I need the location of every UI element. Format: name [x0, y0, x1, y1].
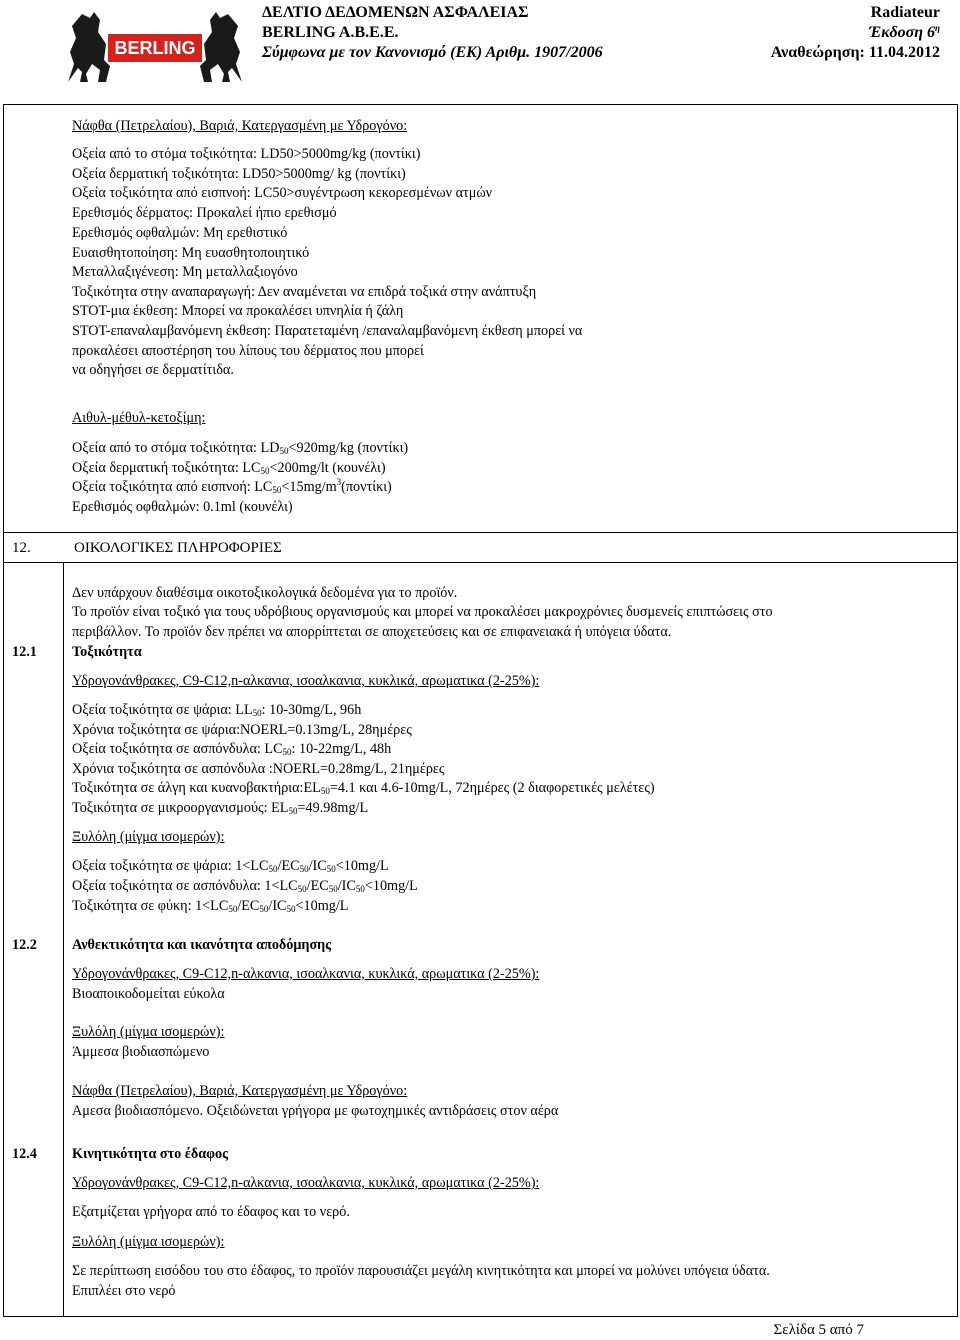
- subsection-number: 12.4: [12, 1146, 37, 1162]
- toxicity-line: Χρόνια τοξικότητα σε ασπόνδυλα :NOERL=0.28mg/L, 21ημέρες: [72, 761, 445, 777]
- intro-text: Δεν υπάρχουν διαθέσιμα οικοτοξικολογικά δεδομένα για το προϊόν.: [72, 585, 458, 601]
- mek-heading: Αιθυλ-μέθυλ-κετοξίμη:: [72, 410, 206, 426]
- toxicity-line: Χρόνια τοξικότητα σε ψάρια:NOERL=0.13mg/L, 28ημέρες: [72, 722, 412, 738]
- xylene-line: Οξεία τοξικότητα σε ασπόνδυλα: $1<LC_{50}/EC_{50}/IC_{50}<10mg/L$: [72, 878, 418, 894]
- hydrocarbon-heading: Υδρογονάνθρακες, C9-C12,n-αλκανια, ισοαλκανια, κυκλικά, αρωματικα (2-25%):: [72, 1175, 540, 1191]
- xylene-heading: Ξυλόλη (μίγμα ισομερών):: [72, 1234, 225, 1250]
- mek-line: Οξεία από το στόμα τοξικότητα: $LD_{50}<920mg/kg$ (ποντίκι): [72, 440, 409, 456]
- mek-line: Ερεθισμός οφθαλμών: 0.1ml (κουνέλι): [72, 499, 293, 515]
- divider-sec12-top: [3, 532, 958, 533]
- section-title: ΟΙΚΟΛΟΓΙΚΕΣ ΠΛΗΡΟΦΟΡΙΕΣ: [74, 540, 282, 556]
- degradability-text: Άμμεσα βιοδιασπώμενο: [72, 1044, 210, 1060]
- naphtha-line: Οξεία από το στόμα τοξικότητα: LD50>5000mg/kg (ποντίκι): [72, 146, 421, 162]
- xylene-heading: Ξυλόλη (μίγμα ισομερών):: [72, 829, 225, 845]
- hydrocarbon-heading: Υδρογονάνθρακες, C9-C12,n-αλκανια, ισοαλκανια, κυκλικά, αρωματικα (2-25%):: [72, 966, 540, 982]
- intro-text: περιβάλλον. Το προϊόν δεν πρέπει να απορρίπτεται σε αποχετεύσεις και σε επιφανειακά ή υπόγεια ύδατα.: [72, 624, 672, 640]
- degradability-text: Αμεσα βιοδιασπόμενο. Οξειδώνεται γρήγορα με φωτοχημικές αντιδράσεις στον αέρα: [72, 1103, 559, 1119]
- revision: Αναθεώρηση: 11.04.2012: [770, 44, 940, 61]
- naphtha-heading: Νάφθα (Πετρελαίου), Βαριά, Κατεργασμένη με Υδρογόνο:: [72, 118, 408, 134]
- logo-text: BERLING: [114, 38, 196, 58]
- page-number: Σελίδα 5 από 7: [773, 1322, 864, 1338]
- mobility-text: Εξατμίζεται γρήγορα από το έδαφος και το νερό.: [72, 1204, 350, 1220]
- toxicity-line: Οξεία τοξικότητα σε ψάρια: $LL_{50}$: 10-30mg/L, 96h: [72, 702, 362, 718]
- mobility-text: Σε περίπτωση εισόδου του στο έδαφος, το προϊόν παρουσιάζει μεγάλη κινητικότητα και μπορεί να μολύνει υπόγεια ύδατα.: [72, 1263, 770, 1279]
- toxicity-line: Οξεία τοξικότητα σε ασπόνδυλα: $LC_{50}$: 10-22mg/L, 48h: [72, 741, 392, 757]
- column-divider: [63, 562, 64, 1317]
- naphtha-line: Ερεθισμός οφθαλμών: Μη ερεθιστικό: [72, 225, 288, 241]
- naphtha-line: Τοξικότητα στην αναπαραγωγή: Δεν αναμένεται να επιδρά τοξικά στην ανάπτυξη: [72, 284, 537, 300]
- xylene-line: Οξεία τοξικότητα σε ψάρια: $1<LC_{50}/EC_{50}/IC_{50}<10mg/L$: [72, 858, 389, 874]
- naphtha-line: STOT-μια έκθεση: Μπορεί να προκαλέσει υπνηλία ή ζάλη: [72, 303, 404, 319]
- mobility-text: Επιπλέει στο νερό: [72, 1283, 176, 1299]
- mek-line: Οξεία τοξικότητα από εισπνοή: $LC_{50}<15mg/m^3(\pi o\nu\tau ί\kappa\iota)$: [72, 477, 392, 495]
- toxicity-line: Τοξικότητα σε μικροοργανισμούς: $EL_{50}=49.98mg/L$: [72, 800, 369, 816]
- edition: Έκδοση $6^\eta$: [868, 23, 940, 41]
- product-name: Radiateur: [870, 4, 940, 21]
- company-name: BERLING A.B.E.E.: [262, 24, 399, 41]
- degradability-text: Βιοαποικοδομείται εύκολα: [72, 986, 225, 1002]
- intro-text: Το προϊόν είναι τοξικό για τους υδρόβιους οργανισμούς και μπορεί να προκαλέσει μακροχρόνιες δυσμενείς επιπτώσεις στο: [72, 604, 773, 620]
- naphtha-line: Ερεθισμός δέρματος: Προκαλεί ήπιο ερεθισμό: [72, 205, 337, 221]
- naphtha-line: να οδηγήσει σε δερματίτιδα.: [72, 362, 234, 378]
- naphtha-line: Μεταλλαξιγένεση: Μη μεταλλαξιογόνο: [72, 264, 298, 280]
- berling-logo: [60, 4, 250, 88]
- naphtha-line: Οξεία τοξικότητα από εισπνοή: LC50>συγέντρωση κεκορεσμένων ατμών: [72, 185, 493, 201]
- naphtha-line: προκαλέσει αποστέρηση του λίπους του δέρματος που μπορεί: [72, 343, 424, 359]
- subsection-title: Ανθεκτικότητα και ικανότητα αποδόμησης: [72, 937, 332, 953]
- naphtha-line: Οξεία δερματική τοξικότητα: LD50>5000mg/ kg (ποντίκι): [72, 166, 406, 182]
- mek-line: Οξεία δερματική τοξικότητα: $LC_{50}<200mg/lt$ (κουνέλι): [72, 460, 386, 476]
- section-number: 12.: [12, 540, 31, 556]
- toxicity-line: Τοξικότητα σε άλγη και $\kappa\upsilon\alpha\nu o\beta\alpha\kappa\tau ή\rho\iota\alpha:EL_{50}=4.1$ και 4.6-10mg/L, 72ημέρες (2 διαφορετικές μελέτες): [72, 780, 655, 796]
- subsection-number: 12.1: [12, 644, 37, 660]
- hydrocarbon-heading: Υδρογονάνθρακες, C9-C12,n-αλκανια, ισοαλκανια, κυκλικά, αρωματικα (2-25%):: [72, 673, 540, 689]
- divider-sec12-bottom: [3, 562, 958, 563]
- naphtha-line: Ευαισθητοποίηση: Μη ευασθητοποιητικό: [72, 245, 310, 261]
- doc-title: ΔΕΛΤΙΟ ΔΕΔΟΜΕΝΩΝ ΑΣΦΑΛΕΙΑΣ: [262, 4, 529, 21]
- naphtha-heading: Νάφθα (Πετρελαίου), Βαριά, Κατεργασμένη με Υδρογόνο:: [72, 1083, 408, 1099]
- regulation: Σύμφωνα με τον Κανονισμό (ΕΚ) Αριθμ. 1907/2006: [262, 44, 603, 61]
- xylene-heading: Ξυλόλη (μίγμα ισομερών):: [72, 1024, 225, 1040]
- naphtha-line: STOT-επαναλαμβανόμενη έκθεση: Παρατεταμένη /επαναλαμβανόμενη έκθεση μπορεί να: [72, 323, 583, 339]
- berling-logo-graphic: [60, 4, 250, 88]
- subsection-number: 12.2: [12, 937, 37, 953]
- xylene-line: Τοξικότητα σε φύκη: $1<LC_{50}/EC_{50}/IC_{50}<10mg/L$: [72, 898, 349, 914]
- subsection-title: Κινητικότητα στο έδαφος: [72, 1146, 229, 1162]
- subsection-title: Τοξικότητα: [72, 644, 142, 660]
